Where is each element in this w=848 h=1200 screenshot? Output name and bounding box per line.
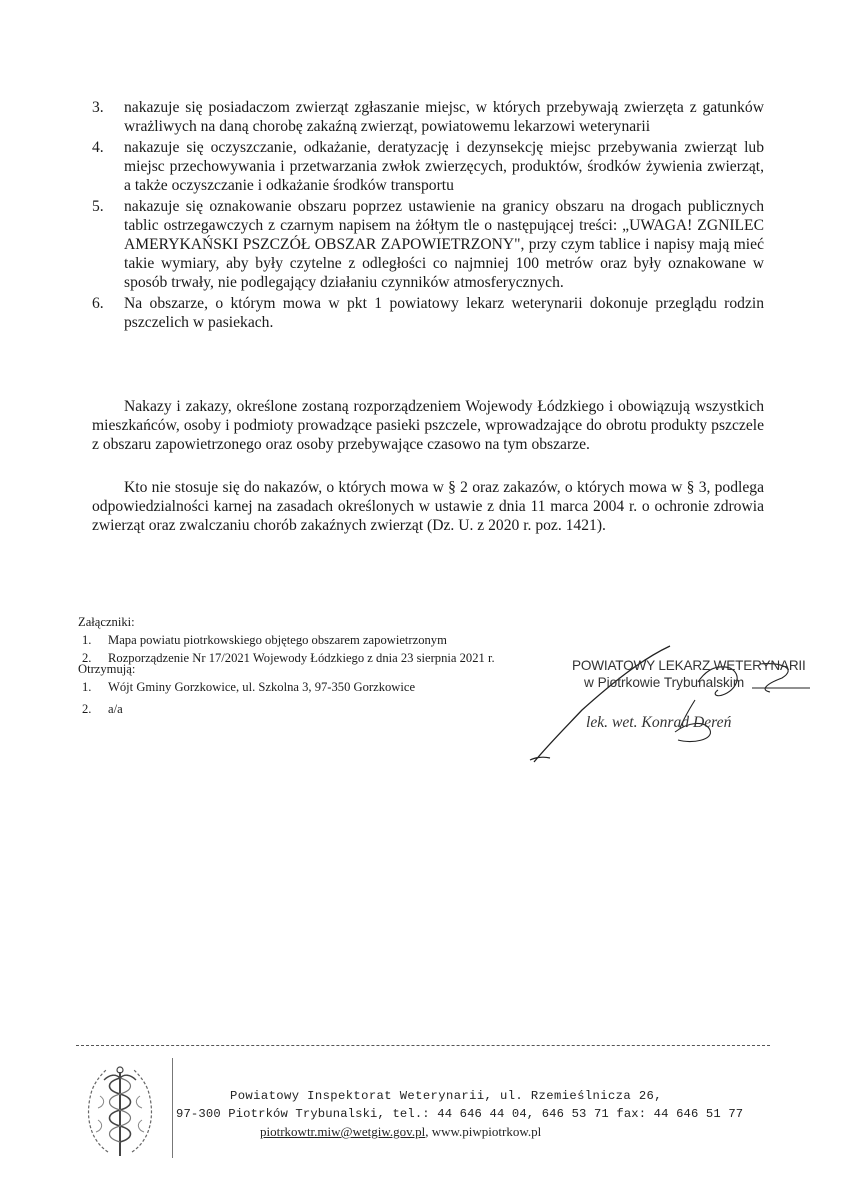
official-stamp — [520, 640, 810, 780]
recipients-header: Otrzymują: — [78, 662, 136, 676]
footer-divider — [76, 1045, 770, 1046]
email-link[interactable]: piotrkowtr.miw@wetgiw.gov.pl — [260, 1124, 426, 1139]
footer-links — [170, 1123, 750, 1141]
recipient-text: Wójt Gminy Gorzkowice, ul. Szkolna 3, 97-350 Gorzkowice — [108, 680, 416, 694]
recipient-text: a/a — [108, 702, 123, 716]
attachments-header: Załączniki: — [78, 615, 135, 629]
link-separator: , — [425, 1124, 432, 1139]
stamp-location: w Piotrkowie Trybunalskim — [584, 675, 745, 690]
item-text: nakazuje się posiadaczom zwierząt zgłaszanie miejsc, w których przebywają zwierzęta z gatunków wrażliwych na daną chorobę zakaźną zwierząt, powiatowemu lekarzowi weterynarii — [124, 99, 764, 135]
list-item — [92, 138, 764, 195]
recipient-item — [78, 679, 578, 695]
item-text: Na obszarze, o którym mowa w pkt 1 powiatowy lekarz weterynarii dokonuje przeglądu rodzin pszczelich w pasiekach. — [124, 295, 764, 331]
attachments-section — [78, 614, 578, 668]
attachment-number: 1. — [82, 633, 92, 647]
recipients-section — [78, 661, 578, 723]
footer-phones: 97-300 Piotrków Trybunalski, tel.: 44 646 44 04, 646 53 71 fax: 44 646 51 77 — [176, 1107, 744, 1121]
item-text: nakazuje się oczyszczanie, odkażanie, deratyzację i dezynsekcję miejsc przebywania zwierząt lub miejsc przechowywania i przetwarzania zwłok zwierzęcych, produktów, środków żywienia zwierząt, a także oczyszczanie i odkażanie środków transportu — [124, 139, 764, 194]
footer-contact — [170, 1087, 750, 1141]
paragraph-orders: Nakazy i zakazy, określone zostaną rozporządzeniem Wojewody Łódzkiego i obowiązują wszystkich mieszkańców, osoby i podmioty prowadzące pasieki pszczele, wprowadzające do obrotu produkty pszczele z obszaru zapowietrzonego oraz osoby przebywające czasowo na tym obszarze. — [92, 398, 764, 453]
recipients-list — [78, 679, 578, 717]
item-text: nakazuje się oznakowanie obszaru poprzez ustawienie na granicy obszaru na drogach publicznych tablic ostrzegawczych z czarnym napisem na żółtym tle o następującej treści: „UWAGA! ZGNILEC AMERYKAŃSKI PSZCZÓŁ OBSZAR ZAPOWIETRZONY", przy czym tablice i napisy mają mieć takie wymiary, aby były czytelne z odległości co najmniej 100 metrów oraz były oznakowane w sposób trwały, nie podlegający działaniu czynników atmosferycznych. — [124, 198, 764, 291]
caduceus-logo-icon — [80, 1056, 160, 1166]
item-number: 4. — [92, 139, 104, 156]
recipient-number: 1. — [82, 680, 92, 694]
signatory-name: lek. wet. Konrad Dereń — [586, 714, 732, 731]
list-item — [92, 197, 764, 292]
attachment-item — [78, 632, 578, 648]
attachment-text: Rozporządzenie Nr 17/2021 Wojewody Łódzkiego z dnia 23 sierpnia 2021 r. — [108, 651, 495, 665]
paragraph-liability: Kto nie stosuje się do nakazów, o których mowa w § 2 oraz zakazów, o których mowa w § 3, podlega odpowiedzialności karnej na zasadach określonych w ustawie z dnia 11 marca 2004 r. o ochronie zdrowia zwierząt oraz zwalczaniu chorób zakaźnych zwierząt (Dz. U. z 2020 r. poz. 1421). — [92, 479, 764, 534]
footer-address: Powiatowy Inspektorat Weterynarii, ul. Rzemieślnicza 26, — [230, 1089, 662, 1103]
website-link[interactable]: www.piwpiotrkow.pl — [431, 1124, 542, 1139]
recipient-item — [78, 701, 578, 717]
item-number: 6. — [92, 295, 104, 312]
item-number: 5. — [92, 198, 104, 215]
list-item — [92, 98, 764, 136]
numbered-list — [92, 98, 764, 334]
item-number: 3. — [92, 99, 104, 116]
veterinary-logo — [80, 1056, 160, 1166]
stamp-title: POWIATOWY LEKARZ WETERYNARII — [572, 658, 806, 673]
attachment-text: Mapa powiatu piotrkowskiego objętego obszarem zapowietrzonym — [108, 633, 447, 647]
list-item — [92, 294, 764, 332]
attachment-number: 2. — [82, 651, 92, 665]
recipient-number: 2. — [82, 702, 92, 716]
